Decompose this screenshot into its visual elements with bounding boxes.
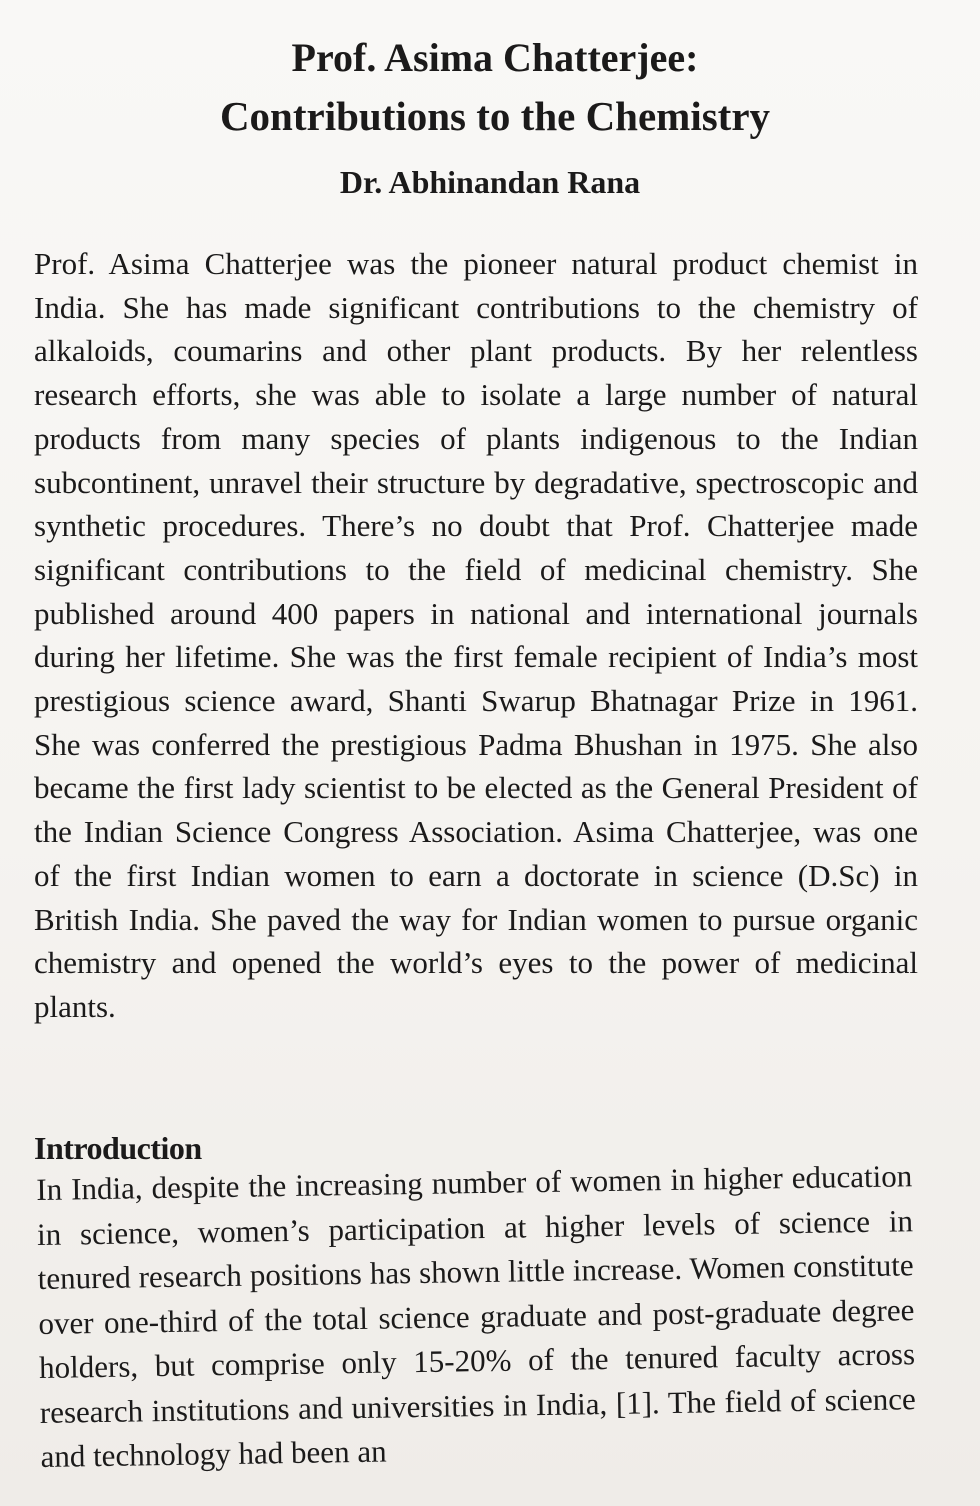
abstract-paragraph: Prof. Asima Chatterjee was the pioneer natural product chemist in India. She has made significant contributions to the chemistry of alkaloids, coumarins and other plant products. By her relentless research efforts, she was able to isolate a large number of natural products from many species of plants indigenous to the Indian subcontinent, unravel their structure by degradative, spectroscopic and synthetic procedures. There’s no doubt that Prof. Chatterjee made significant contributions to the field of medicinal chemistry. She published around 400 papers in national and international journals during her lifetime. She was the first female recipient of India’s most prestigious science award, Shanti Swarup Bhatnagar Prize in 1961. She was conferred the prestigious Padma Bhushan in 1975. She also became the first lady scientist to be elected as the General President of the Indian Science Congress Association. Asima Chatterjee, was one of the first Indian women to earn a doctorate in science (D.Sc) in British India. She paved the way for Indian women to pursue organic chemistry and opened the world’s eyes to the power of medicinal plants. (34, 246, 918, 1024)
introduction-paragraph: In India, despite the increasing number of women in higher education in science, women’s participation at higher levels of science in tenured research positions has shown little increase. Women constitute over one-third of the total science graduate and post-graduate degree holders, but comprise only 15-20% of the tenured faculty across research institutions and universities in India, [1]. The field of science and technology had been an (36, 1158, 916, 1474)
article-author: Dr. Abhinandan Rana (339, 164, 641, 200)
introduction-heading: Introduction (34, 1130, 202, 1166)
article-title-line-1: Prof. Asima Chatterjee: (291, 35, 699, 80)
article-title-line-2: Contributions to the Chemistry (219, 93, 771, 139)
